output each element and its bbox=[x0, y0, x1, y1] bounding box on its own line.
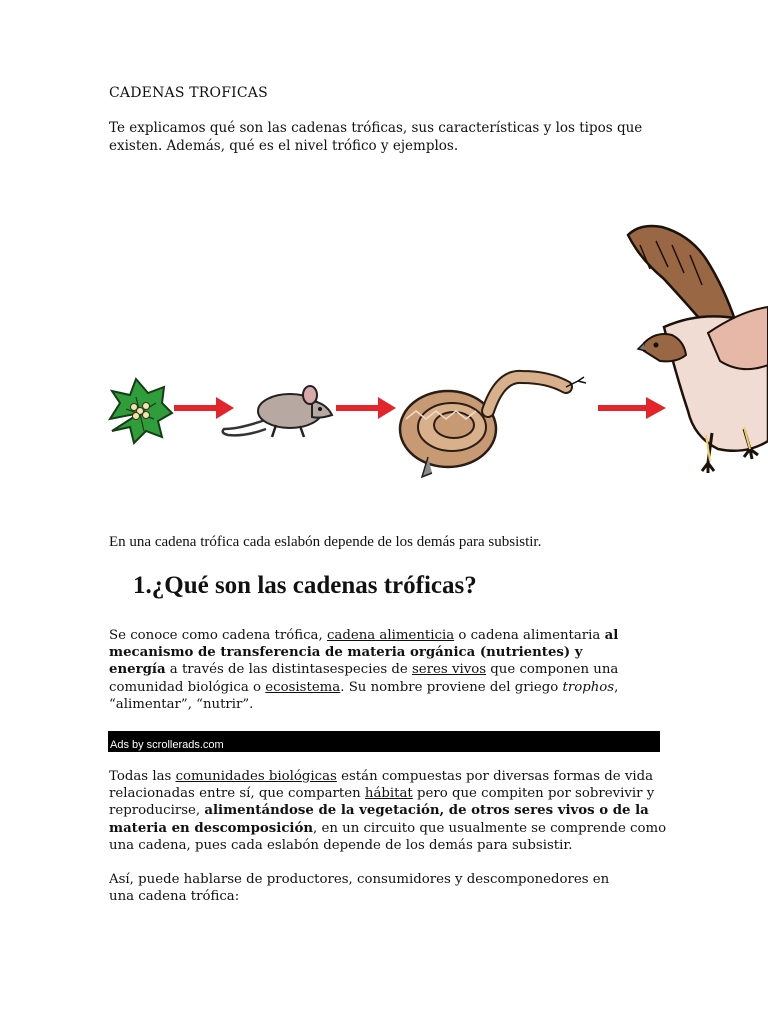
text-span: . Su nombre proviene del griego bbox=[340, 679, 563, 695]
link-habitat[interactable]: hábitat bbox=[364, 786, 413, 802]
food-chain-illustration bbox=[0, 215, 768, 495]
text-span: Todas las bbox=[109, 769, 176, 784]
text-span: están compuestas por diversas formas de vida relacionadas entre sí, que comparten bbox=[109, 769, 654, 802]
link-seres-vivos[interactable]: seres vivos bbox=[411, 662, 487, 678]
mouse-icon bbox=[223, 386, 332, 437]
link-ecosistema[interactable]: ecosistema bbox=[265, 679, 341, 695]
text-span: que componen una comunidad biológica o bbox=[109, 662, 619, 695]
text-span: , en un circuito que usualmente se comprende como una cadena, pues cada eslabón depende de los demás para subsistir. bbox=[109, 820, 667, 853]
food-chain-figure bbox=[0, 215, 768, 495]
ad-banner[interactable]: Ads by scrollerads.com bbox=[108, 731, 660, 752]
figure-caption: En una cadena trófica cada eslabón depende de los demás para subsistir. bbox=[109, 534, 542, 550]
link-cadena-alimenticia[interactable]: cadena alimenticia bbox=[326, 628, 455, 643]
text-span: , “alimentar”, “nutrir”. bbox=[109, 679, 619, 712]
text-span: a través de las distintasespecies de bbox=[165, 662, 412, 678]
link-comunidades-biologicas[interactable]: comunidades biológicas bbox=[175, 769, 337, 784]
arrow-icon bbox=[598, 397, 666, 419]
arrow-icon bbox=[336, 397, 396, 419]
text-span: o cadena alimentaria bbox=[454, 628, 605, 643]
trophic-roles-paragraph: Así, puede hablarse de productores, consumidores y descomponedores en una cadena trófica: bbox=[109, 872, 610, 905]
text-span: pero que compiten por sobrevivir y reproducirse, bbox=[109, 786, 655, 819]
intro-paragraph: Te explicamos qué son las cadenas tróficas, sus características y los tipos que existen. Además, qué es el nivel trófico y ejemplos. bbox=[109, 120, 643, 154]
italic-text: trophos bbox=[562, 679, 615, 695]
snake-icon bbox=[400, 377, 586, 477]
section-heading: 1.¿Qué son las cadenas tróficas? bbox=[133, 572, 477, 599]
hawk-icon bbox=[628, 226, 768, 473]
text-span: Se conoce como cadena trófica, bbox=[109, 628, 327, 643]
document-title: CADENAS TROFICAS bbox=[109, 85, 268, 101]
bold-text: alimentándose de la vegetación, de otros seres vivos o de la materia en descomposición bbox=[109, 803, 649, 836]
arrow-icon bbox=[174, 397, 234, 419]
flower-icon bbox=[110, 379, 172, 443]
definition-paragraph bbox=[109, 627, 639, 713]
bold-text: al mecanismo de transferencia de materia orgánica (nutrientes) y energía bbox=[109, 628, 619, 678]
communities-paragraph bbox=[109, 768, 669, 854]
